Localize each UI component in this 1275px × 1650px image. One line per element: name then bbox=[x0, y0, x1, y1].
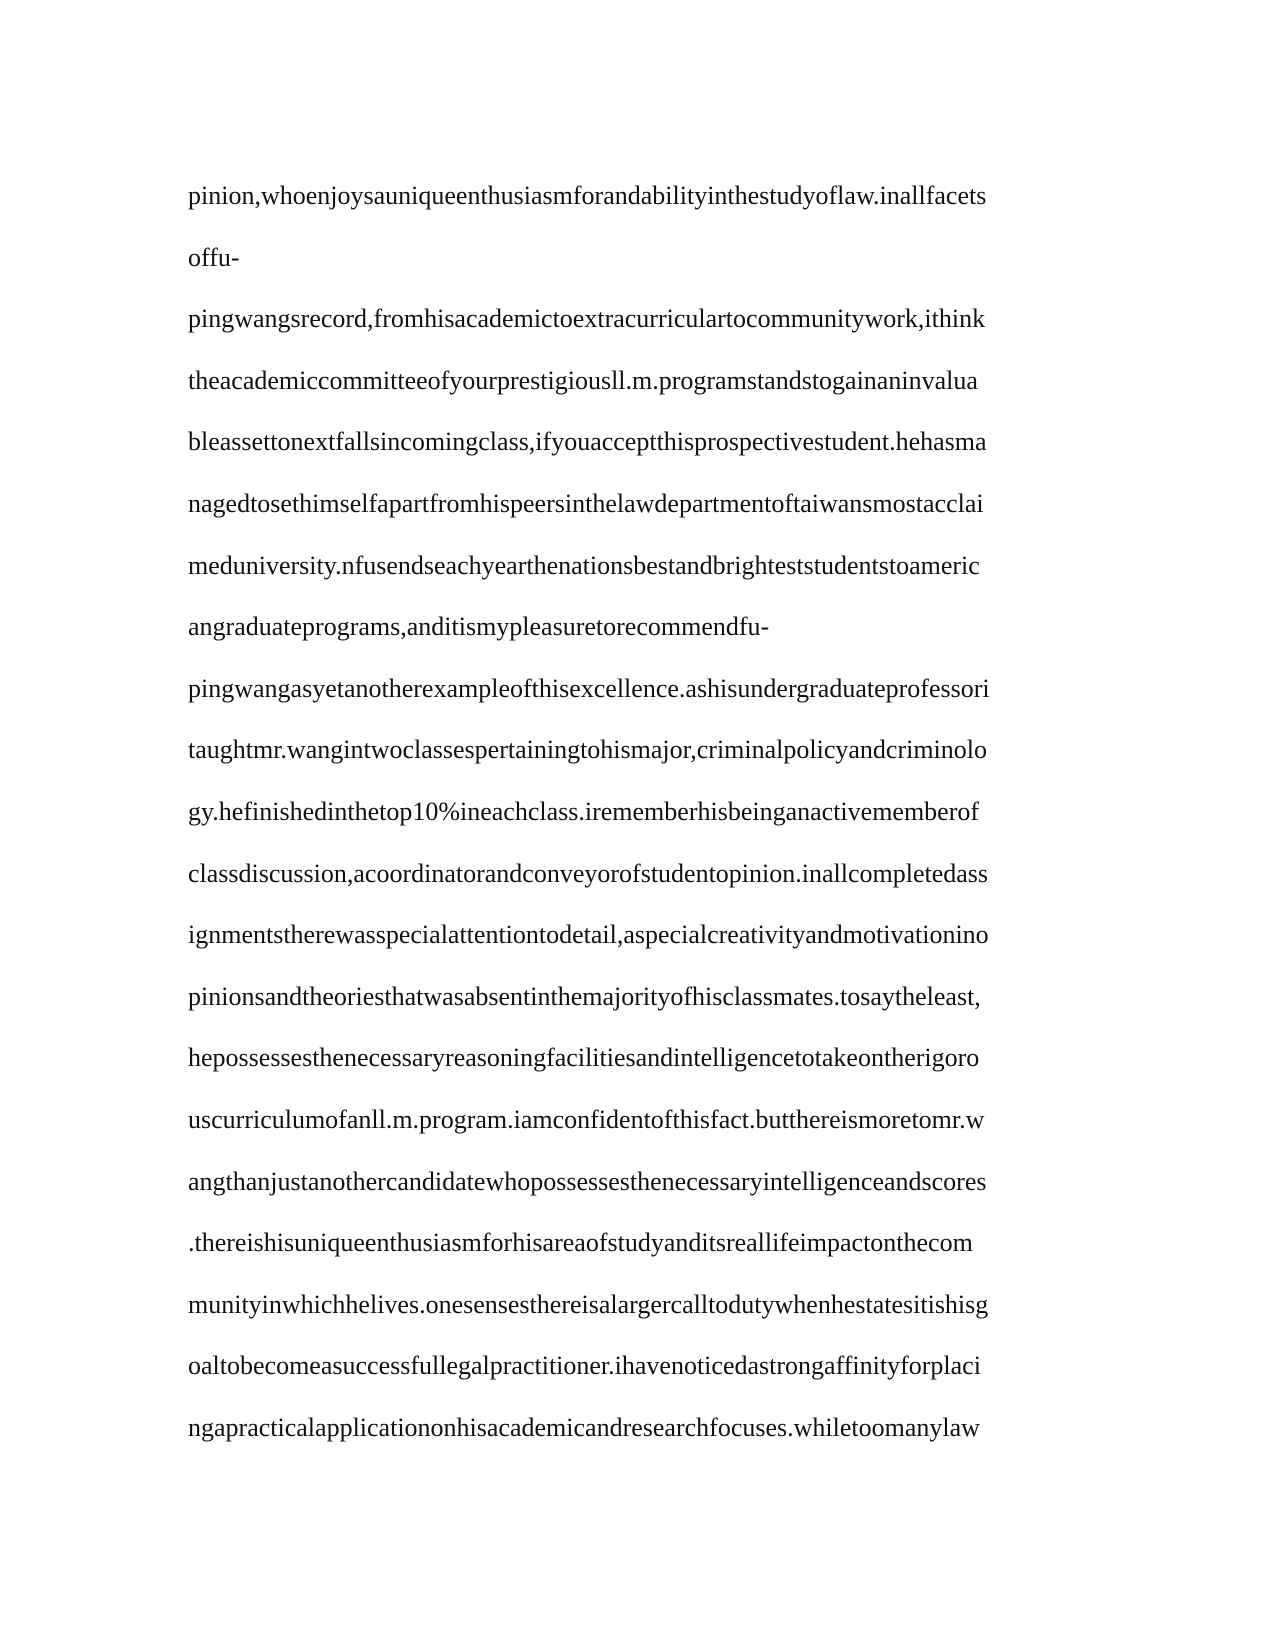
text-line-14: pinionsandtheoriesthatwasabsentinthemajorityofhisclassmates.tosaytheleast, bbox=[188, 981, 981, 1011]
text-line-9: pingwangasyetanotherexampleofthisexcellence.ashisundergraduateprofessori bbox=[188, 673, 990, 703]
text-line-7: meduniversity.nfusendseachyearthenationsbestandbrighteststudentstoameric bbox=[188, 550, 980, 580]
text-line-2: offu- bbox=[188, 242, 240, 272]
text-line-18: .thereishisuniqueenthusiasmforhisareaofstudyanditsreallifeimpactonthecom bbox=[188, 1228, 973, 1258]
text-line-20: oaltobecomeasuccessfullegalpractitioner.ihavenoticedastrongaffinityforplaci bbox=[188, 1351, 981, 1381]
text-line-11: gy.hefinishedinthetop10%ineachclass.irememberhisbeinganactivememberof bbox=[188, 796, 980, 826]
text-line-5: bleassettonextfallsincomingclass,ifyouacceptthisprospectivestudent.hehasma bbox=[188, 427, 987, 457]
text-line-16: uscurriculumofanll.m.program.iamconfidentofthisfact.butthereismoretomr.w bbox=[188, 1104, 985, 1134]
text-line-13: ignmentstherewasspecialattentiontodetail,aspecialcreativityandmotivationino bbox=[188, 920, 989, 950]
text-line-12: classdiscussion,acoordinatorandconveyorofstudentopinion.inallcompletedass bbox=[188, 858, 989, 888]
text-line-1: pinion,whoenjoysauniqueenthusiasmforandabilityinthestudyoflaw.inallfacets bbox=[188, 181, 987, 210]
text-line-17: angthanjustanothercandidatewhopossessesthenecessaryintelligenceandscores bbox=[188, 1166, 987, 1196]
text-line-19: munityinwhichhelives.onesensesthereisalargercalltodutywhenhestatesitishisg bbox=[188, 1289, 989, 1319]
text-line-10: taughtmr.wangintwoclassespertainingtohismajor,criminalpolicyandcriminolo bbox=[188, 735, 988, 765]
text-line-15: hepossessesthenecessaryreasoningfacilitiesandintelligencetotakeontherigoro bbox=[188, 1043, 980, 1073]
text-line-8: angraduateprograms,anditismypleasuretorecommendfu- bbox=[188, 612, 770, 642]
body-text bbox=[188, 165, 1088, 1458]
text-line-21: ngapracticalapplicationonhisacademicandresearchfocuses.whiletoomanylaw bbox=[188, 1412, 980, 1442]
text-line-6: nagedtosethimselfapartfromhispeersinthelawdepartmentoftaiwansmostacclai bbox=[188, 488, 984, 518]
text-line-4: theacademiccommitteeofyourprestigiousll.m.programstandstogainaninvalua bbox=[188, 365, 978, 395]
text-line-3: pingwangsrecord,fromhisacademictoextracurriculartocommunitywork,ithink bbox=[188, 304, 986, 334]
